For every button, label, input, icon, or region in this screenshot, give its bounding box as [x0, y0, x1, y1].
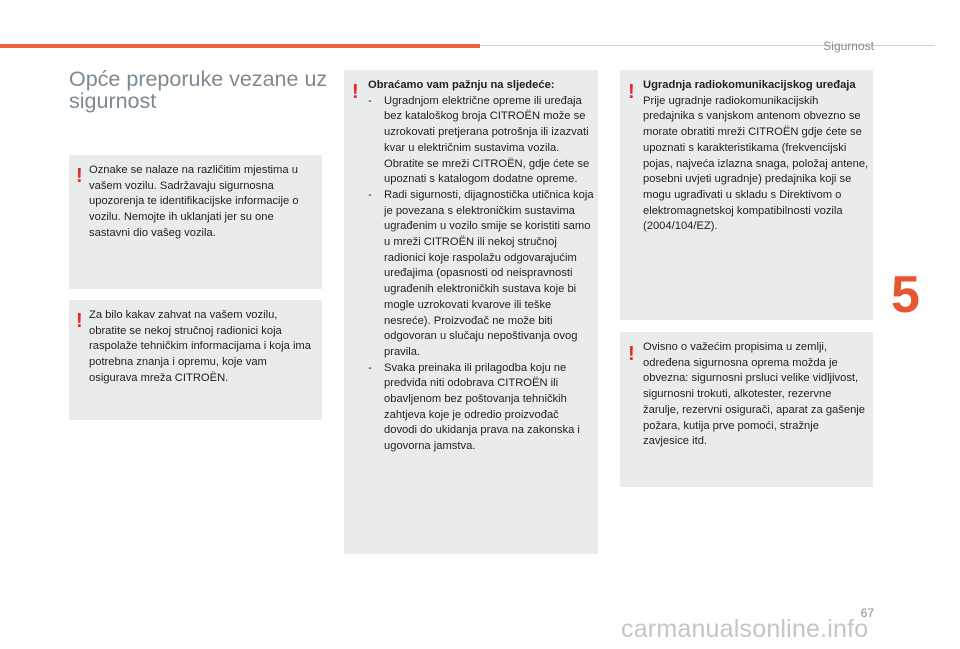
page-title: Opće preporuke vezane uz sigurnost	[69, 67, 328, 113]
attention-list	[368, 94, 594, 455]
attention-heading: Obraćamo vam pažnju na sljedeće:	[368, 79, 555, 91]
list-item: - Radi sigurnosti, dijagnostička utičnica koja je povezana s elektroničkim sustavima ugrađenim u vozilo smije se koristiti samo u mreži CITROËN ili nekoj stručnoj radionici koje raspolažu odgovarajućim uređajima (opasnosti od neispravnosti ugrađenih elektroničkih sustava koje bi mogle uzrokovati kvarove ili teške nesreće). Proizvođač ne može biti odgovoran u slučaju nepoštivanja ovog pravila.	[368, 188, 594, 361]
section-label: Sigurnost	[823, 39, 874, 53]
accent-bar	[0, 44, 480, 48]
labels-note-text: Oznake se nalaze na različitim mjestima u vašem vozilu. Sadržavaju sigurnosna upozorenja te identifikacijske informacije o vozilu. Nemojte ih uklanjati jer su one sastavni dio vašeg vozila.	[89, 164, 299, 239]
watermark: carmanualsonline.info	[621, 615, 869, 643]
chapter-number: 5	[891, 266, 920, 324]
radio-note-content	[643, 78, 869, 235]
service-note-text: Za bilo kakav zahvat na vašem vozilu, obratite se nekoj stručnoj radionici koja raspolaže tehničkim informacijama i koja ima potrebna znanja i opremu, koje vam osigurava mreža CITROËN.	[89, 309, 311, 384]
warning-icon: !	[628, 81, 635, 103]
warning-icon: !	[352, 81, 359, 103]
page-number: 67	[860, 606, 874, 620]
radio-heading: Ugradnja radiokomunikacijskog uređaja	[643, 79, 856, 91]
warning-icon: !	[628, 343, 635, 365]
list-item: - Ugradnjom električne opreme ili uređaja bez kataloškog broja CITROËN može se uzrokovati pretjerana potrošnja ili izazvati kvar u električnim sustavima vozila. Obratite se mreži CITROËN, gdje ćete se upoznati s katalogom dodatne opreme.	[368, 94, 594, 188]
warning-icon: !	[76, 165, 83, 187]
warning-icon: !	[76, 310, 83, 332]
attention-note-content	[368, 78, 594, 455]
legal-note-text: Ovisno o važećim propisima u zemlji, određena sigurnosna oprema možda je obvezna: sigurnosni prsluci velike vidljivost, sigurnosni trokuti, alkotester, rezervne žarulje, rezervni osigurači, aparat za gašenje požara, kutija prve pomoći, stražnje zavjesice itd.	[643, 341, 866, 448]
radio-body: Prije ugradnje radiokomunikacijskih predajnika s vanjskom antenom obvezno se morate obratiti mreži CITROËN gdje ćete se upoznati s karakteristikama (frekvencijski pojas, najveća izlazna snaga, položaj antene, posebni uvjeti ugradnje) predajnika koji se mogu ugrađivati u skladu s Direktivom o elektromagnetskoj kompatibilnosti vozila (2004/104/EZ).	[643, 94, 869, 233]
list-item: - Svaka preinaka ili prilagodba koju ne predviđa niti odobrava CITROËN ili obavljenom bez poštovanja tehničkih zahtjeva koje je odredio proizvođač dovodi do ukidanja prava na zakonska i ugovorna jamstva.	[368, 361, 594, 455]
